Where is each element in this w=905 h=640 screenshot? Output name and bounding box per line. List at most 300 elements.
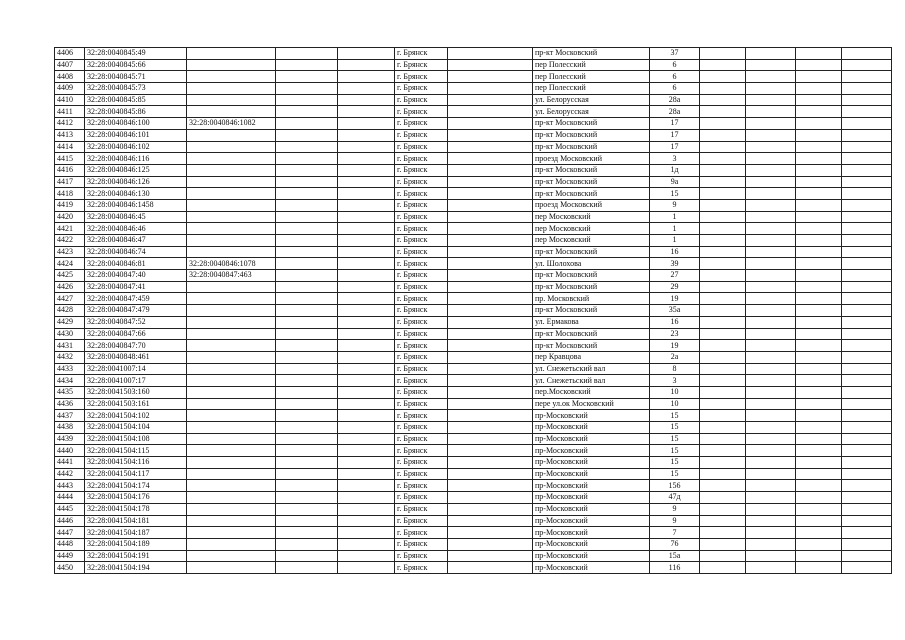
empty-cell [700,515,746,527]
empty-cell [276,457,338,469]
empty-cell [796,71,842,83]
empty-cell [700,398,746,410]
empty-cell [842,340,892,352]
street-cell: пер Полесский [533,83,650,95]
table-row [55,281,892,293]
house-number-cell: 19 [650,293,700,305]
street-cell: пр-Московский [533,468,650,480]
empty-cell [700,153,746,165]
empty-cell [746,410,796,422]
empty-cell [338,235,395,247]
city-cell: г. Брянск [395,410,448,422]
linked-cadastral-number-cell [187,106,276,118]
table-row [55,270,892,282]
row-number-cell: 4450 [55,562,85,574]
house-number-cell: 15 [650,422,700,434]
city-cell: г. Брянск [395,293,448,305]
empty-cell [796,410,842,422]
house-number-cell: 116 [650,562,700,574]
empty-cell [448,83,533,95]
empty-cell [842,503,892,515]
empty-cell [276,106,338,118]
empty-cell [746,515,796,527]
street-cell: пр-Московский [533,422,650,434]
empty-cell [842,433,892,445]
empty-cell [338,188,395,200]
street-cell: проезд Московский [533,199,650,211]
house-number-cell: 2а [650,351,700,363]
street-cell: ул. Снежетьский вал [533,363,650,375]
row-number-cell: 4438 [55,422,85,434]
cadastral-number-cell: 32:28:0040846:45 [85,211,187,223]
linked-cadastral-number-cell [187,422,276,434]
empty-cell [796,153,842,165]
table-row [55,176,892,188]
row-number-cell: 4409 [55,83,85,95]
empty-cell [842,457,892,469]
house-number-cell: 9 [650,503,700,515]
row-number-cell: 4410 [55,94,85,106]
empty-cell [796,246,842,258]
empty-cell [338,223,395,235]
street-cell: пр-кт Московский [533,328,650,340]
empty-cell [276,94,338,106]
city-cell: г. Брянск [395,503,448,515]
empty-cell [700,386,746,398]
empty-cell [700,258,746,270]
house-number-cell: 15 [650,468,700,480]
empty-cell [448,527,533,539]
empty-cell [746,188,796,200]
empty-cell [448,258,533,270]
empty-cell [796,386,842,398]
empty-cell [276,71,338,83]
street-cell: пр-кт Московский [533,281,650,293]
empty-cell [796,527,842,539]
street-cell: пер Кравцова [533,351,650,363]
row-number-cell: 4441 [55,457,85,469]
empty-cell [796,433,842,445]
empty-cell [338,340,395,352]
empty-cell [448,223,533,235]
empty-cell [796,503,842,515]
empty-cell [796,83,842,95]
empty-cell [276,316,338,328]
city-cell: г. Брянск [395,71,448,83]
cadastral-number-cell: 32:28:0041504:187 [85,527,187,539]
house-number-cell: 6 [650,71,700,83]
empty-cell [746,258,796,270]
empty-cell [842,316,892,328]
city-cell: г. Брянск [395,48,448,60]
house-number-cell: 39 [650,258,700,270]
empty-cell [338,457,395,469]
cadastral-number-cell: 32:28:0041007:14 [85,363,187,375]
empty-cell [700,328,746,340]
table-row [55,398,892,410]
empty-cell [796,363,842,375]
street-cell: пере ул.ок Московский [533,398,650,410]
empty-cell [842,246,892,258]
empty-cell [842,118,892,130]
empty-cell [746,164,796,176]
empty-cell [276,492,338,504]
empty-cell [796,94,842,106]
street-cell: пер Полесский [533,71,650,83]
city-cell: г. Брянск [395,550,448,562]
empty-cell [276,211,338,223]
empty-cell [448,457,533,469]
empty-cell [338,59,395,71]
city-cell: г. Брянск [395,433,448,445]
street-cell: пр-кт Московский [533,129,650,141]
house-number-cell: 15 [650,445,700,457]
linked-cadastral-number-cell [187,340,276,352]
linked-cadastral-number-cell [187,164,276,176]
empty-cell [276,410,338,422]
street-cell: ул. Ермакова [533,316,650,328]
house-number-cell: 1 [650,235,700,247]
empty-cell [746,433,796,445]
empty-cell [700,433,746,445]
empty-cell [746,328,796,340]
empty-cell [700,340,746,352]
row-number-cell: 4420 [55,211,85,223]
empty-cell [338,375,395,387]
street-cell: пер.Московский [533,386,650,398]
cadastral-number-cell: 32:28:0040846:74 [85,246,187,258]
empty-cell [276,258,338,270]
table-row [55,246,892,258]
empty-cell [746,141,796,153]
empty-cell [448,550,533,562]
cadastral-number-cell: 32:28:0040846:46 [85,223,187,235]
linked-cadastral-number-cell [187,141,276,153]
row-number-cell: 4417 [55,176,85,188]
empty-cell [796,48,842,60]
table-row [55,527,892,539]
empty-cell [338,94,395,106]
empty-cell [448,305,533,317]
empty-cell [796,422,842,434]
empty-cell [746,176,796,188]
street-cell: пр-Московский [533,433,650,445]
empty-cell [746,293,796,305]
empty-cell [276,445,338,457]
empty-cell [276,223,338,235]
empty-cell [746,538,796,550]
empty-cell [338,492,395,504]
empty-cell [448,480,533,492]
city-cell: г. Брянск [395,246,448,258]
table-row [55,515,892,527]
empty-cell [746,468,796,480]
cadastral-number-cell: 32:28:0040845:66 [85,59,187,71]
table-row [55,562,892,574]
empty-cell [448,59,533,71]
house-number-cell: 17 [650,129,700,141]
empty-cell [276,515,338,527]
empty-cell [338,480,395,492]
empty-cell [842,515,892,527]
row-number-cell: 4433 [55,363,85,375]
linked-cadastral-number-cell [187,199,276,211]
row-number-cell: 4436 [55,398,85,410]
empty-cell [842,386,892,398]
empty-cell [842,445,892,457]
table-row [55,410,892,422]
empty-cell [746,71,796,83]
linked-cadastral-number-cell [187,246,276,258]
empty-cell [338,211,395,223]
empty-cell [842,223,892,235]
empty-cell [796,305,842,317]
house-number-cell: 17 [650,118,700,130]
empty-cell [338,468,395,480]
empty-cell [842,398,892,410]
cadastral-number-cell: 32:28:0040847:459 [85,293,187,305]
empty-cell [448,94,533,106]
empty-cell [338,351,395,363]
empty-cell [700,351,746,363]
empty-cell [796,258,842,270]
cadastral-number-cell: 32:28:0041504:108 [85,433,187,445]
cadastral-number-cell: 32:28:0040846:126 [85,176,187,188]
table-row [55,503,892,515]
house-number-cell: 28а [650,94,700,106]
cadastral-number-cell: 32:28:0040847:479 [85,305,187,317]
empty-cell [746,129,796,141]
empty-cell [842,281,892,293]
empty-cell [338,527,395,539]
empty-cell [796,445,842,457]
street-cell: пр-кт Московский [533,305,650,317]
table-row [55,468,892,480]
street-cell: пр-кт Московский [533,118,650,130]
empty-cell [842,410,892,422]
empty-cell [448,386,533,398]
row-number-cell: 4411 [55,106,85,118]
linked-cadastral-number-cell [187,94,276,106]
empty-cell [746,550,796,562]
row-number-cell: 4449 [55,550,85,562]
linked-cadastral-number-cell [187,480,276,492]
empty-cell [842,527,892,539]
empty-cell [276,340,338,352]
street-cell: пр. Московский [533,293,650,305]
city-cell: г. Брянск [395,281,448,293]
empty-cell [842,188,892,200]
empty-cell [338,270,395,282]
empty-cell [746,106,796,118]
empty-cell [448,538,533,550]
city-cell: г. Брянск [395,445,448,457]
empty-cell [746,445,796,457]
row-number-cell: 4425 [55,270,85,282]
empty-cell [796,211,842,223]
empty-cell [700,410,746,422]
empty-cell [276,188,338,200]
cadastral-number-cell: 32:28:0041504:102 [85,410,187,422]
linked-cadastral-number-cell [187,188,276,200]
table-row [55,445,892,457]
empty-cell [700,141,746,153]
empty-cell [700,94,746,106]
empty-cell [746,363,796,375]
house-number-cell: 19 [650,340,700,352]
row-number-cell: 4443 [55,480,85,492]
table-row [55,141,892,153]
city-cell: г. Брянск [395,153,448,165]
cadastral-number-cell: 32:28:0040847:66 [85,328,187,340]
empty-cell [700,281,746,293]
empty-cell [276,375,338,387]
table-row [55,293,892,305]
empty-cell [842,480,892,492]
table-row [55,386,892,398]
empty-cell [746,316,796,328]
empty-cell [338,503,395,515]
empty-cell [448,445,533,457]
empty-cell [338,48,395,60]
empty-cell [276,281,338,293]
linked-cadastral-number-cell [187,351,276,363]
cadastral-number-cell: 32:28:0041504:176 [85,492,187,504]
empty-cell [746,457,796,469]
linked-cadastral-number-cell [187,538,276,550]
city-cell: г. Брянск [395,118,448,130]
street-cell: пр-Московский [533,527,650,539]
table-row [55,211,892,223]
row-number-cell: 4426 [55,281,85,293]
row-number-cell: 4428 [55,305,85,317]
city-cell: г. Брянск [395,270,448,282]
empty-cell [448,71,533,83]
house-number-cell: 9 [650,515,700,527]
empty-cell [338,106,395,118]
house-number-cell: 6 [650,83,700,95]
empty-cell [448,211,533,223]
street-cell: пр-Московский [533,480,650,492]
city-cell: г. Брянск [395,492,448,504]
table-row [55,422,892,434]
empty-cell [700,422,746,434]
table-row [55,375,892,387]
row-number-cell: 4415 [55,153,85,165]
table-body [55,48,892,574]
empty-cell [448,153,533,165]
street-cell: пр-кт Московский [533,48,650,60]
empty-cell [842,258,892,270]
empty-cell [338,118,395,130]
empty-cell [448,106,533,118]
city-cell: г. Брянск [395,94,448,106]
empty-cell [338,433,395,445]
empty-cell [276,363,338,375]
empty-cell [796,375,842,387]
empty-cell [796,550,842,562]
cadastral-number-cell: 32:28:0040845:85 [85,94,187,106]
house-number-cell: 8 [650,363,700,375]
city-cell: г. Брянск [395,468,448,480]
city-cell: г. Брянск [395,316,448,328]
empty-cell [700,176,746,188]
linked-cadastral-number-cell [187,527,276,539]
table-row [55,433,892,445]
empty-cell [796,188,842,200]
city-cell: г. Брянск [395,235,448,247]
cadastral-number-cell: 32:28:0040846:116 [85,153,187,165]
empty-cell [700,492,746,504]
house-number-cell: 9 [650,199,700,211]
city-cell: г. Брянск [395,375,448,387]
cadastral-number-cell: 32:28:0041504:189 [85,538,187,550]
empty-cell [796,199,842,211]
empty-cell [276,83,338,95]
empty-cell [448,235,533,247]
empty-cell [276,538,338,550]
empty-cell [796,398,842,410]
row-number-cell: 4445 [55,503,85,515]
street-cell: пр-Московский [533,538,650,550]
row-number-cell: 4432 [55,351,85,363]
row-number-cell: 4435 [55,386,85,398]
street-cell: пр-кт Московский [533,176,650,188]
table-row [55,118,892,130]
empty-cell [448,503,533,515]
empty-cell [276,141,338,153]
house-number-cell: 3 [650,153,700,165]
house-number-cell: 6 [650,59,700,71]
house-number-cell: 15 [650,188,700,200]
table-row [55,538,892,550]
city-cell: г. Брянск [395,199,448,211]
empty-cell [746,492,796,504]
empty-cell [700,468,746,480]
linked-cadastral-number-cell [187,562,276,574]
cadastral-number-cell: 32:28:0040846:1458 [85,199,187,211]
empty-cell [448,398,533,410]
empty-cell [700,503,746,515]
cadastral-number-cell: 32:28:0041504:104 [85,422,187,434]
house-number-cell: 37 [650,48,700,60]
empty-cell [338,386,395,398]
row-number-cell: 4442 [55,468,85,480]
row-number-cell: 4437 [55,410,85,422]
house-number-cell: 9а [650,176,700,188]
empty-cell [842,164,892,176]
empty-cell [338,305,395,317]
empty-cell [796,129,842,141]
empty-cell [448,176,533,188]
cadastral-number-cell: 32:28:0040846:81 [85,258,187,270]
house-number-cell: 16 [650,246,700,258]
empty-cell [842,71,892,83]
empty-cell [448,118,533,130]
empty-cell [842,293,892,305]
empty-cell [796,457,842,469]
empty-cell [842,562,892,574]
empty-cell [796,515,842,527]
empty-cell [448,422,533,434]
empty-cell [276,270,338,282]
city-cell: г. Брянск [395,340,448,352]
row-number-cell: 4422 [55,235,85,247]
house-number-cell: 7 [650,527,700,539]
empty-cell [700,199,746,211]
empty-cell [796,164,842,176]
house-number-cell: 15 [650,433,700,445]
